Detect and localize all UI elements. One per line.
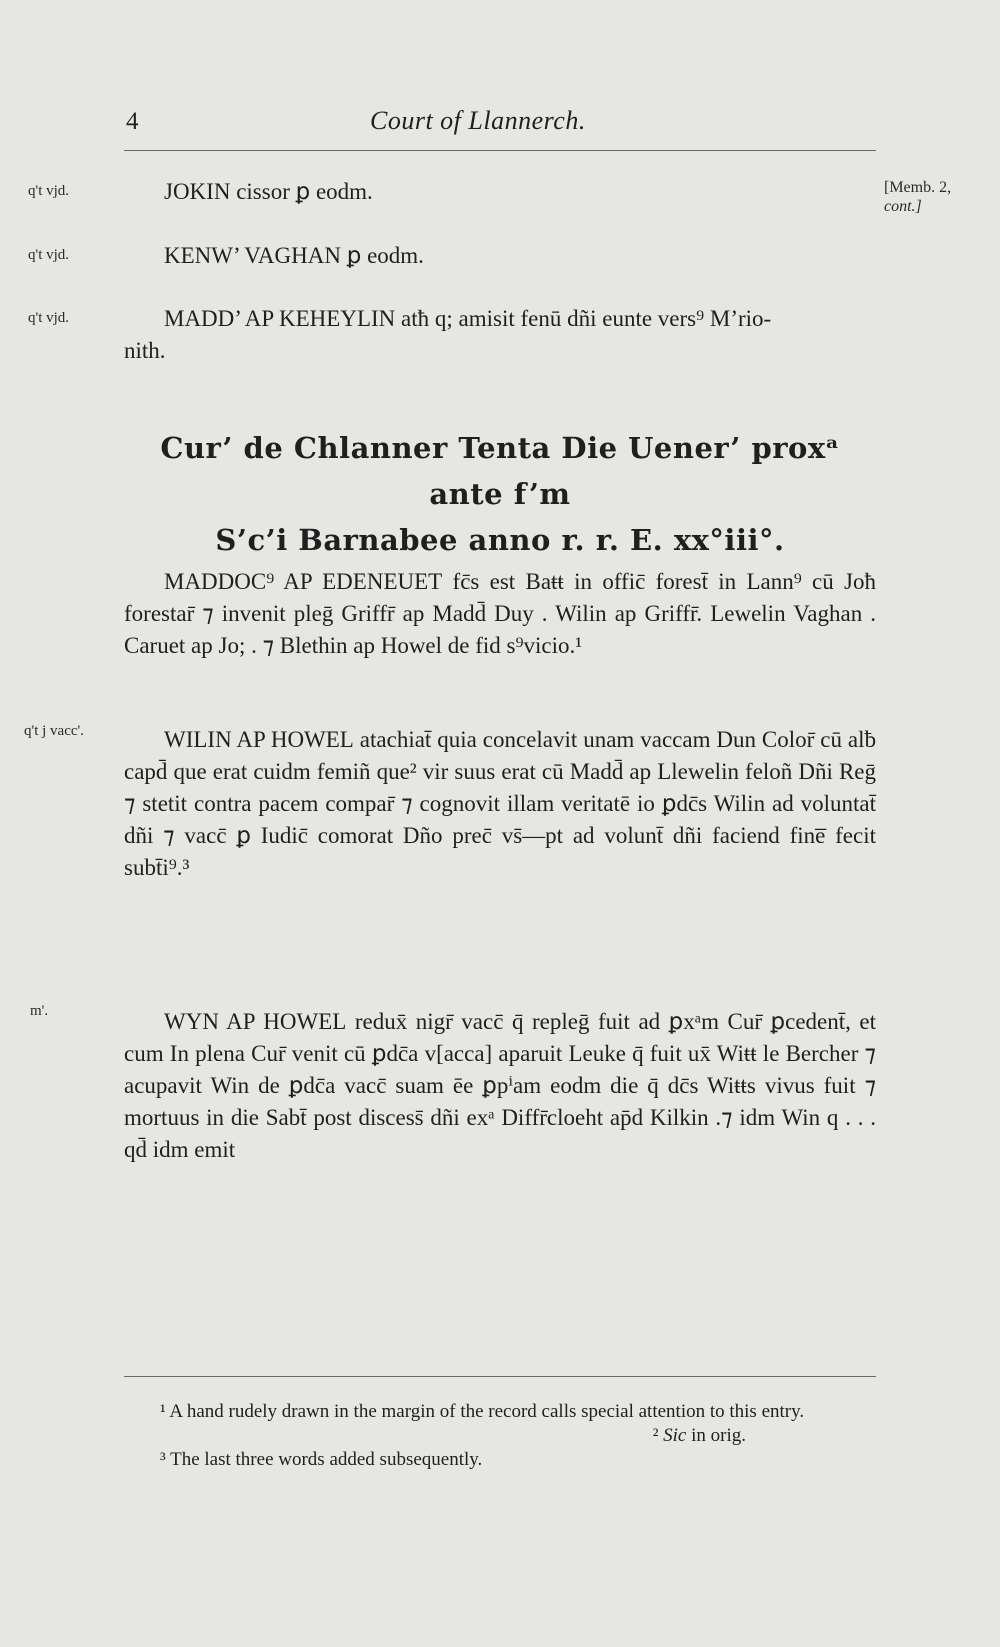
entry-text: atħ q; amisit fenū dñi eunte vers⁹ M’rio- — [401, 306, 772, 331]
entry-name: JOKIN — [164, 179, 231, 204]
footnote-1: ¹ A hand rudely drawn in the margin of the record calls special attention to this entry. — [160, 1401, 805, 1422]
entry-jokin — [124, 176, 876, 208]
footnote-2 — [124, 1424, 876, 1448]
membrane-note-line1: [Memb. 2, — [884, 179, 952, 196]
paragraph-name: WYN AP HOWEL — [164, 1009, 347, 1034]
entry-text: ꝑ eodm. — [346, 243, 424, 268]
footnote-2-sic: Sic — [663, 1425, 687, 1446]
margin-note-5: m'. — [30, 1003, 49, 1019]
entry-text-continued: nith. — [124, 338, 166, 363]
margin-note-3: q't vjd. — [28, 310, 70, 326]
entry-name: KENW’ VAGHAN — [164, 243, 341, 268]
court-heading-line2: S’c’i Barnabee anno r. r. E. xx°iii°. — [215, 523, 785, 557]
paragraph-name: WILIN AP HOWEL — [164, 727, 354, 752]
membrane-note-line2: cont.] — [884, 198, 922, 215]
entry-kenw — [124, 240, 876, 272]
header-rule — [124, 150, 876, 151]
paragraph-wyn — [124, 1006, 876, 1166]
margin-note-2: q't vjd. — [28, 247, 70, 263]
paragraph-maddoc — [124, 566, 876, 662]
entry-text: cissor ꝑ eodm. — [236, 179, 373, 204]
page-number: 4 — [126, 108, 139, 135]
paragraph-wilin — [124, 724, 876, 884]
footnote-2-marker: ² — [652, 1425, 659, 1446]
running-title: Court of Llannerch. — [370, 106, 586, 135]
footnotes — [124, 1400, 876, 1472]
paragraph-text: fc̄s est Baŧŧ in offic̄ forest̄ in Lann⁹ cū Joħ forestar̄ ⁊ invenit pleḡ Griffr̄ ap Madd̄ Duy . Wilin ap Griffr̄. Lewelin Vaghan . Caruet ap Jo; . ⁊ Blethin ap Howel de fid s⁹vicio.¹ — [124, 569, 877, 658]
margin-note-1: q't vjd. — [28, 183, 70, 199]
footnote-3: ³ The last three words added subsequently. — [160, 1449, 483, 1470]
paragraph-name: MADDOC⁹ AP EDENEUET — [164, 569, 443, 594]
paragraph-text: atachiat̄ quia concelavit unam vaccam Dun Color̄ cū alƀ capd̄ que erat cuidm femiñ que² vir suus erat cū Madd̄ ap Llewelin feloñ Dñi Reḡ ⁊ stetit contra pacem compar̄ ⁊ cognovit illam veritatē io ꝑdc̄s Wilin ad voluntat̄ dñi ⁊ vacc̄ ꝑ Iudic̄ comorat Dño prec̄ vs̄—pt ad volunt̄ dñi faciend fine̅ fecit subt̄i⁹.³ — [124, 727, 876, 880]
footnote-2-text: in orig. — [691, 1425, 746, 1446]
entry-madd — [124, 303, 876, 367]
entry-name: MADD’ AP KEHEYLIN — [164, 306, 396, 331]
court-heading — [124, 425, 876, 563]
footnote-rule — [124, 1376, 876, 1377]
court-heading-line1: Cur’ de Chlanner Tenta Die Uener’ proxᵃ ante f’m — [160, 431, 840, 511]
margin-note-4: q't j vacc'. — [24, 723, 84, 739]
paragraph-text: redux̄ nigr̄ vacc̄ q̄ repleḡ fuit ad ꝑxᵃm Cur̄ ꝑcedent̄, et cum In plena Cur̄ venit cū ꝑdc̄a v[acca] aparuit Leuke q̄ fuit ux̄ Wiŧŧ le Bercher ⁊ acupavit Win de ꝑdc̄a vacc̄ suam ēe ꝑpⁱam eodm die q̄ dc̄s Wiŧŧs vivus fuit ⁊ mortuus in die Sabt̄ post discess̄ dñi exᵃ Diffr̄cloeht ap̄d Kilkin .⁊ idm Win q . . . qd̄ idm emit — [124, 1009, 877, 1162]
membrane-note — [884, 178, 951, 216]
